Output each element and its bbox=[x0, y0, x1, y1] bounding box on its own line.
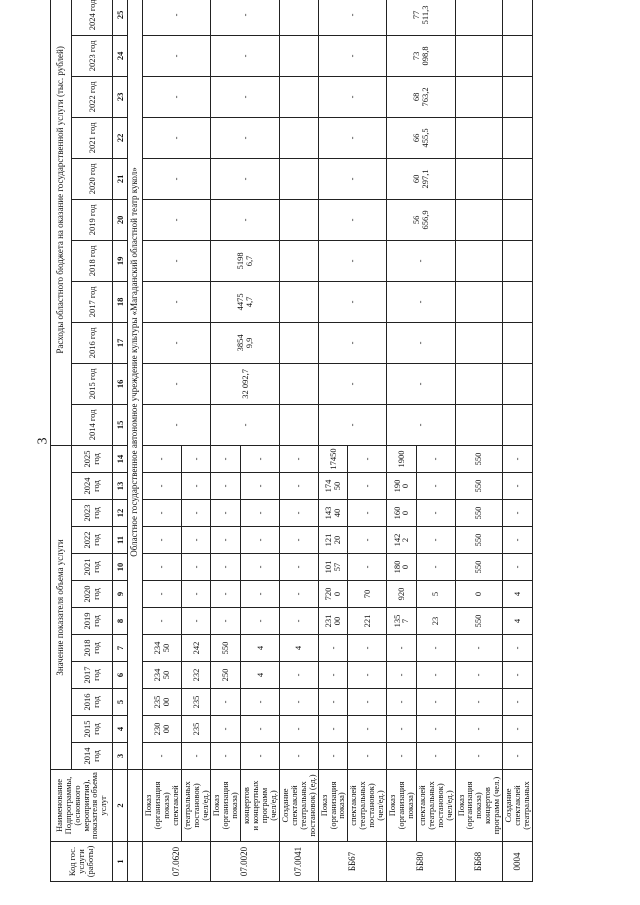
indicator-value: - bbox=[416, 445, 455, 472]
indicator-value: - bbox=[279, 554, 318, 581]
expense-value: - bbox=[387, 281, 455, 322]
service-name: концертов и концертных программ (чел/ед.) bbox=[241, 770, 280, 842]
expense-value: - bbox=[318, 117, 386, 158]
header-indicator-group: Значение показателя объема услуги bbox=[51, 445, 72, 769]
indicator-value: 550 bbox=[211, 635, 241, 662]
expense-value: - bbox=[318, 0, 386, 35]
service-name: спектаклей (театральных постановок) (чел/ед.) bbox=[348, 770, 387, 842]
expense-empty bbox=[455, 117, 503, 158]
column-number: 19 bbox=[113, 240, 128, 281]
year-header: 2015 год bbox=[72, 716, 113, 743]
expense-empty bbox=[279, 117, 318, 158]
indicator-value: 234 50 bbox=[143, 635, 182, 662]
column-number-row bbox=[113, 0, 128, 882]
service-code: ББ68 bbox=[455, 842, 503, 882]
header-code: Код гос. услуги (работы) bbox=[51, 842, 113, 882]
indicator-value: - bbox=[279, 743, 318, 770]
year-header: 2024 год bbox=[72, 0, 113, 35]
indicator-value: 190 0 bbox=[387, 473, 417, 500]
indicator-value: 5 bbox=[416, 581, 455, 608]
column-number: 23 bbox=[113, 76, 128, 117]
indicator-value: 550 bbox=[455, 500, 503, 527]
indicator-value: 0 bbox=[455, 581, 503, 608]
indicator-value: - bbox=[503, 554, 533, 581]
expense-value: 4475 4,7 bbox=[211, 281, 279, 322]
expense-value: - bbox=[387, 404, 455, 445]
indicator-value: - bbox=[503, 635, 533, 662]
year-header-row bbox=[72, 0, 113, 882]
indicator-value: - bbox=[279, 662, 318, 689]
year-header: 2015 год bbox=[72, 363, 113, 404]
indicator-value: - bbox=[503, 716, 533, 743]
expense-empty bbox=[279, 281, 318, 322]
expense-empty bbox=[455, 404, 503, 445]
indicator-value: - bbox=[318, 743, 348, 770]
table-row bbox=[387, 0, 417, 882]
indicator-value: - bbox=[241, 445, 280, 472]
column-number: 14 bbox=[113, 445, 128, 472]
header-name: Наименование Подпрограммы, (основного мероприятия), показателя объема услуг bbox=[51, 770, 113, 842]
org-spacer bbox=[128, 842, 143, 882]
indicator-value: - bbox=[181, 743, 211, 770]
expense-empty bbox=[503, 0, 533, 35]
indicator-value: - bbox=[143, 473, 182, 500]
expense-value: 32 092,7 bbox=[211, 363, 279, 404]
indicator-value: - bbox=[503, 500, 533, 527]
indicator-value: - bbox=[348, 445, 387, 472]
column-number: 1 bbox=[113, 842, 128, 882]
expense-empty bbox=[279, 199, 318, 240]
indicator-value: - bbox=[503, 689, 533, 716]
expense-empty bbox=[455, 322, 503, 363]
table-row bbox=[143, 0, 182, 882]
year-header: 2022 год bbox=[72, 76, 113, 117]
indicator-value: - bbox=[348, 743, 387, 770]
expense-empty bbox=[503, 35, 533, 76]
indicator-value: - bbox=[211, 608, 241, 635]
expense-value: - bbox=[387, 322, 455, 363]
expense-value: 66 455,5 bbox=[387, 117, 455, 158]
expense-value: - bbox=[143, 322, 211, 363]
indicator-value: 4 bbox=[503, 608, 533, 635]
expense-value: 5198 6,7 bbox=[211, 240, 279, 281]
expense-value: - bbox=[318, 322, 386, 363]
service-code: ББ67 bbox=[318, 842, 386, 882]
column-number: 4 bbox=[113, 716, 128, 743]
expense-value: - bbox=[318, 240, 386, 281]
indicator-value: - bbox=[416, 527, 455, 554]
expense-value: - bbox=[211, 0, 279, 35]
expense-value: - bbox=[143, 240, 211, 281]
expense-value: - bbox=[387, 363, 455, 404]
indicator-value: - bbox=[181, 445, 211, 472]
table-body bbox=[128, 0, 533, 882]
indicator-value: - bbox=[241, 743, 280, 770]
indicator-value: - bbox=[211, 445, 241, 472]
expense-empty bbox=[503, 363, 533, 404]
indicator-value: - bbox=[211, 743, 241, 770]
indicator-value: - bbox=[455, 716, 503, 743]
org-row bbox=[128, 0, 143, 882]
indicator-value: 135 7 bbox=[387, 608, 417, 635]
expense-value: - bbox=[318, 158, 386, 199]
indicator-value: 4 bbox=[279, 635, 318, 662]
column-number: 7 bbox=[113, 635, 128, 662]
expense-value: - bbox=[143, 117, 211, 158]
indicator-value: - bbox=[143, 500, 182, 527]
indicator-value: - bbox=[211, 500, 241, 527]
indicator-value: - bbox=[455, 689, 503, 716]
column-number: 18 bbox=[113, 281, 128, 322]
column-number: 11 bbox=[113, 527, 128, 554]
expense-empty bbox=[455, 240, 503, 281]
column-number: 25 bbox=[113, 0, 128, 35]
service-name: Показ (организация показа) концертов программ (чел.) bbox=[455, 770, 503, 842]
indicator-value: - bbox=[241, 608, 280, 635]
indicator-value: - bbox=[279, 445, 318, 472]
indicator-value: - bbox=[503, 743, 533, 770]
service-name: Создание спектаклей (театральных bbox=[503, 770, 533, 842]
expense-value: - bbox=[318, 363, 386, 404]
expense-empty bbox=[503, 281, 533, 322]
indicator-value: - bbox=[387, 635, 417, 662]
indicator-value: - bbox=[279, 500, 318, 527]
indicator-value: 70 bbox=[348, 581, 387, 608]
year-header: 2014 год bbox=[72, 743, 113, 770]
indicator-value: 17450 bbox=[318, 445, 348, 472]
indicator-value: - bbox=[181, 527, 211, 554]
indicator-value: - bbox=[143, 445, 182, 472]
rotated-table-container bbox=[50, 0, 610, 882]
expense-value: - bbox=[143, 281, 211, 322]
expense-empty bbox=[455, 363, 503, 404]
indicator-value: - bbox=[211, 716, 241, 743]
indicator-value: - bbox=[348, 635, 387, 662]
indicator-value: - bbox=[348, 689, 387, 716]
service-code: 0004 bbox=[503, 842, 533, 882]
column-number: 9 bbox=[113, 581, 128, 608]
indicator-value: - bbox=[387, 716, 417, 743]
year-header: 2019 год bbox=[72, 199, 113, 240]
expense-value: - bbox=[143, 35, 211, 76]
indicator-value: - bbox=[279, 473, 318, 500]
expense-empty bbox=[455, 158, 503, 199]
indicator-value: - bbox=[279, 608, 318, 635]
table-row bbox=[503, 0, 533, 882]
indicator-value: - bbox=[348, 500, 387, 527]
indicator-value: - bbox=[455, 662, 503, 689]
org-name: Областное государственное автономное учреждение культуры «Магаданский областной театр кукол» bbox=[128, 0, 143, 770]
indicator-value: 250 bbox=[211, 662, 241, 689]
column-number: 20 bbox=[113, 199, 128, 240]
indicator-value: 550 bbox=[455, 527, 503, 554]
year-header: 2021 год bbox=[72, 117, 113, 158]
indicator-value: - bbox=[348, 527, 387, 554]
indicator-value: - bbox=[181, 500, 211, 527]
column-number: 17 bbox=[113, 322, 128, 363]
indicator-value: 232 bbox=[181, 662, 211, 689]
indicator-value: - bbox=[181, 473, 211, 500]
column-number: 8 bbox=[113, 608, 128, 635]
indicator-value: 4 bbox=[241, 635, 280, 662]
indicator-value: 550 bbox=[455, 445, 503, 472]
indicator-value: - bbox=[241, 473, 280, 500]
indicator-value: 143 40 bbox=[318, 500, 348, 527]
indicator-value: 550 bbox=[455, 608, 503, 635]
indicator-value: - bbox=[318, 662, 348, 689]
service-name: (театральных постановок) (чел/ед.) bbox=[181, 770, 211, 842]
indicator-value: - bbox=[143, 608, 182, 635]
expense-value: - bbox=[318, 281, 386, 322]
year-header: 2018 год bbox=[72, 240, 113, 281]
indicator-value: 4 bbox=[503, 581, 533, 608]
expense-empty bbox=[279, 158, 318, 199]
year-header: 2024 год bbox=[72, 473, 113, 500]
indicator-value: 235 bbox=[181, 689, 211, 716]
indicator-value: - bbox=[241, 581, 280, 608]
expense-value: 77 511,3 bbox=[387, 0, 455, 35]
expense-empty bbox=[503, 199, 533, 240]
indicator-value: 920 bbox=[387, 581, 417, 608]
indicator-value: - bbox=[181, 554, 211, 581]
expense-value: - bbox=[211, 35, 279, 76]
indicator-value: 234 50 bbox=[143, 662, 182, 689]
indicator-value: 235 bbox=[181, 716, 211, 743]
indicator-value: 1900 bbox=[387, 445, 417, 472]
indicator-value: 231 00 bbox=[318, 608, 348, 635]
service-code: 07.0620 bbox=[143, 842, 211, 882]
indicator-value: - bbox=[455, 743, 503, 770]
expense-value: - bbox=[211, 117, 279, 158]
indicator-value: - bbox=[387, 689, 417, 716]
indicator-value: - bbox=[143, 527, 182, 554]
indicator-value: - bbox=[416, 662, 455, 689]
expense-value: 68 763,2 bbox=[387, 76, 455, 117]
indicator-value: 230 00 bbox=[143, 716, 182, 743]
service-code: 07.0020 bbox=[211, 842, 279, 882]
expense-empty bbox=[503, 158, 533, 199]
year-header: 2025 год bbox=[72, 445, 113, 472]
expense-empty bbox=[455, 76, 503, 117]
column-number: 5 bbox=[113, 689, 128, 716]
year-header: 2017 год bbox=[72, 281, 113, 322]
indicator-value: 180 0 bbox=[387, 554, 417, 581]
expense-value: - bbox=[143, 404, 211, 445]
expense-value: - bbox=[211, 404, 279, 445]
indicator-value: 142 2 bbox=[387, 527, 417, 554]
expense-value: - bbox=[318, 404, 386, 445]
year-header: 2017 год bbox=[72, 662, 113, 689]
indicator-value: - bbox=[348, 662, 387, 689]
indicator-value: 242 bbox=[181, 635, 211, 662]
expense-value: 60 297,1 bbox=[387, 158, 455, 199]
column-number: 22 bbox=[113, 117, 128, 158]
indicator-value: - bbox=[348, 554, 387, 581]
indicator-value: 550 bbox=[455, 554, 503, 581]
indicator-value: - bbox=[241, 500, 280, 527]
expense-empty bbox=[279, 35, 318, 76]
indicator-value: - bbox=[416, 473, 455, 500]
expense-value: - bbox=[143, 76, 211, 117]
year-header: 2014 год bbox=[72, 404, 113, 445]
expense-empty bbox=[503, 404, 533, 445]
expense-empty bbox=[279, 0, 318, 35]
expense-value: 73 098,8 bbox=[387, 35, 455, 76]
indicator-value: - bbox=[241, 716, 280, 743]
indicator-value: 121 20 bbox=[318, 527, 348, 554]
budget-table bbox=[50, 0, 533, 882]
indicator-value: - bbox=[211, 527, 241, 554]
expense-value: 56 656,9 bbox=[387, 199, 455, 240]
indicator-value: - bbox=[503, 662, 533, 689]
indicator-value: - bbox=[348, 473, 387, 500]
indicator-value: - bbox=[503, 527, 533, 554]
expense-value: - bbox=[143, 158, 211, 199]
indicator-value: - bbox=[279, 716, 318, 743]
indicator-value: - bbox=[241, 527, 280, 554]
column-number: 16 bbox=[113, 363, 128, 404]
service-code: ББ80 bbox=[387, 842, 455, 882]
indicator-value: - bbox=[181, 608, 211, 635]
expense-empty bbox=[455, 35, 503, 76]
service-name: Показ (организация показа) спектаклей bbox=[143, 770, 182, 842]
expense-empty bbox=[503, 322, 533, 363]
indicator-value: - bbox=[387, 743, 417, 770]
indicator-value: - bbox=[455, 635, 503, 662]
indicator-value: 550 bbox=[455, 473, 503, 500]
indicator-value: 221 bbox=[348, 608, 387, 635]
column-number: 13 bbox=[113, 473, 128, 500]
expense-empty bbox=[279, 404, 318, 445]
indicator-value: - bbox=[416, 500, 455, 527]
indicator-value: - bbox=[416, 716, 455, 743]
expense-empty bbox=[503, 117, 533, 158]
indicator-value: - bbox=[241, 554, 280, 581]
year-header: 2023 год bbox=[72, 35, 113, 76]
expense-empty bbox=[503, 240, 533, 281]
expense-value: - bbox=[211, 76, 279, 117]
page-number: 3 bbox=[35, 437, 51, 445]
year-header: 2020 год bbox=[72, 158, 113, 199]
expense-empty bbox=[455, 0, 503, 35]
service-name: Показ (организация показа) bbox=[318, 770, 348, 842]
year-header: 2021 год bbox=[72, 554, 113, 581]
indicator-value: - bbox=[181, 581, 211, 608]
column-number: 21 bbox=[113, 158, 128, 199]
service-name: Показ (организация показа) bbox=[211, 770, 241, 842]
year-header: 2023 год bbox=[72, 500, 113, 527]
column-number: 6 bbox=[113, 662, 128, 689]
indicator-value: - bbox=[348, 716, 387, 743]
expense-value: - bbox=[211, 199, 279, 240]
year-header: 2016 год bbox=[72, 322, 113, 363]
expense-value: - bbox=[387, 240, 455, 281]
column-number: 12 bbox=[113, 500, 128, 527]
indicator-value: - bbox=[143, 554, 182, 581]
indicator-value: - bbox=[279, 581, 318, 608]
indicator-value: 235 00 bbox=[143, 689, 182, 716]
indicator-value: - bbox=[318, 635, 348, 662]
expense-empty bbox=[503, 76, 533, 117]
expense-empty bbox=[279, 76, 318, 117]
column-number: 3 bbox=[113, 743, 128, 770]
indicator-value: - bbox=[211, 554, 241, 581]
indicator-value: - bbox=[143, 743, 182, 770]
expense-value: - bbox=[318, 199, 386, 240]
year-header: 2020 год bbox=[72, 581, 113, 608]
column-number: 10 bbox=[113, 554, 128, 581]
expense-value: - bbox=[318, 76, 386, 117]
org-spacer bbox=[128, 770, 143, 842]
indicator-value: - bbox=[211, 473, 241, 500]
indicator-value: - bbox=[503, 445, 533, 472]
indicator-value: - bbox=[318, 689, 348, 716]
expense-empty bbox=[455, 281, 503, 322]
indicator-value: - bbox=[416, 635, 455, 662]
indicator-value: - bbox=[416, 743, 455, 770]
table-row bbox=[318, 0, 348, 882]
indicator-value: - bbox=[416, 554, 455, 581]
indicator-value: - bbox=[318, 716, 348, 743]
indicator-value: - bbox=[387, 662, 417, 689]
indicator-value: 4 bbox=[241, 662, 280, 689]
indicator-value: 160 0 bbox=[387, 500, 417, 527]
indicator-value: - bbox=[416, 689, 455, 716]
expense-value: 3854 9,9 bbox=[211, 322, 279, 363]
indicator-value: 174 50 bbox=[318, 473, 348, 500]
table-row bbox=[211, 0, 241, 882]
year-header: 2016 год bbox=[72, 689, 113, 716]
expense-value: - bbox=[143, 199, 211, 240]
service-name: спектаклей (театральных постановок) (чел/ед.) bbox=[416, 770, 455, 842]
expense-value: - bbox=[318, 35, 386, 76]
expense-empty bbox=[279, 240, 318, 281]
service-name: Показ (организация показа) bbox=[387, 770, 417, 842]
column-number: 24 bbox=[113, 35, 128, 76]
indicator-value: 101 57 bbox=[318, 554, 348, 581]
service-name: Создание спектаклей (театральных постановок) (ед.) bbox=[279, 770, 318, 842]
column-number: 15 bbox=[113, 404, 128, 445]
expense-empty bbox=[279, 322, 318, 363]
expense-empty bbox=[279, 363, 318, 404]
table-row bbox=[279, 0, 318, 882]
header-expense-group: Расходы областного бюджета на оказание государственной услуги (тыс. рублей) bbox=[51, 0, 72, 445]
indicator-value: - bbox=[279, 689, 318, 716]
service-code: 07.0041 bbox=[279, 842, 318, 882]
indicator-value: - bbox=[241, 689, 280, 716]
expense-empty bbox=[455, 199, 503, 240]
expense-value: - bbox=[211, 158, 279, 199]
expense-value: - bbox=[143, 0, 211, 35]
column-number: 2 bbox=[113, 770, 128, 842]
year-header: 2018 год bbox=[72, 635, 113, 662]
year-header: 2022 год bbox=[72, 527, 113, 554]
indicator-value: - bbox=[279, 527, 318, 554]
indicator-value: - bbox=[211, 689, 241, 716]
expense-value: - bbox=[143, 363, 211, 404]
indicator-value: - bbox=[143, 581, 182, 608]
indicator-value: 23 bbox=[416, 608, 455, 635]
year-header: 2019 год bbox=[72, 608, 113, 635]
indicator-value: - bbox=[211, 581, 241, 608]
indicator-value: - bbox=[503, 473, 533, 500]
table-row bbox=[455, 0, 503, 882]
indicator-value: 720 0 bbox=[318, 581, 348, 608]
